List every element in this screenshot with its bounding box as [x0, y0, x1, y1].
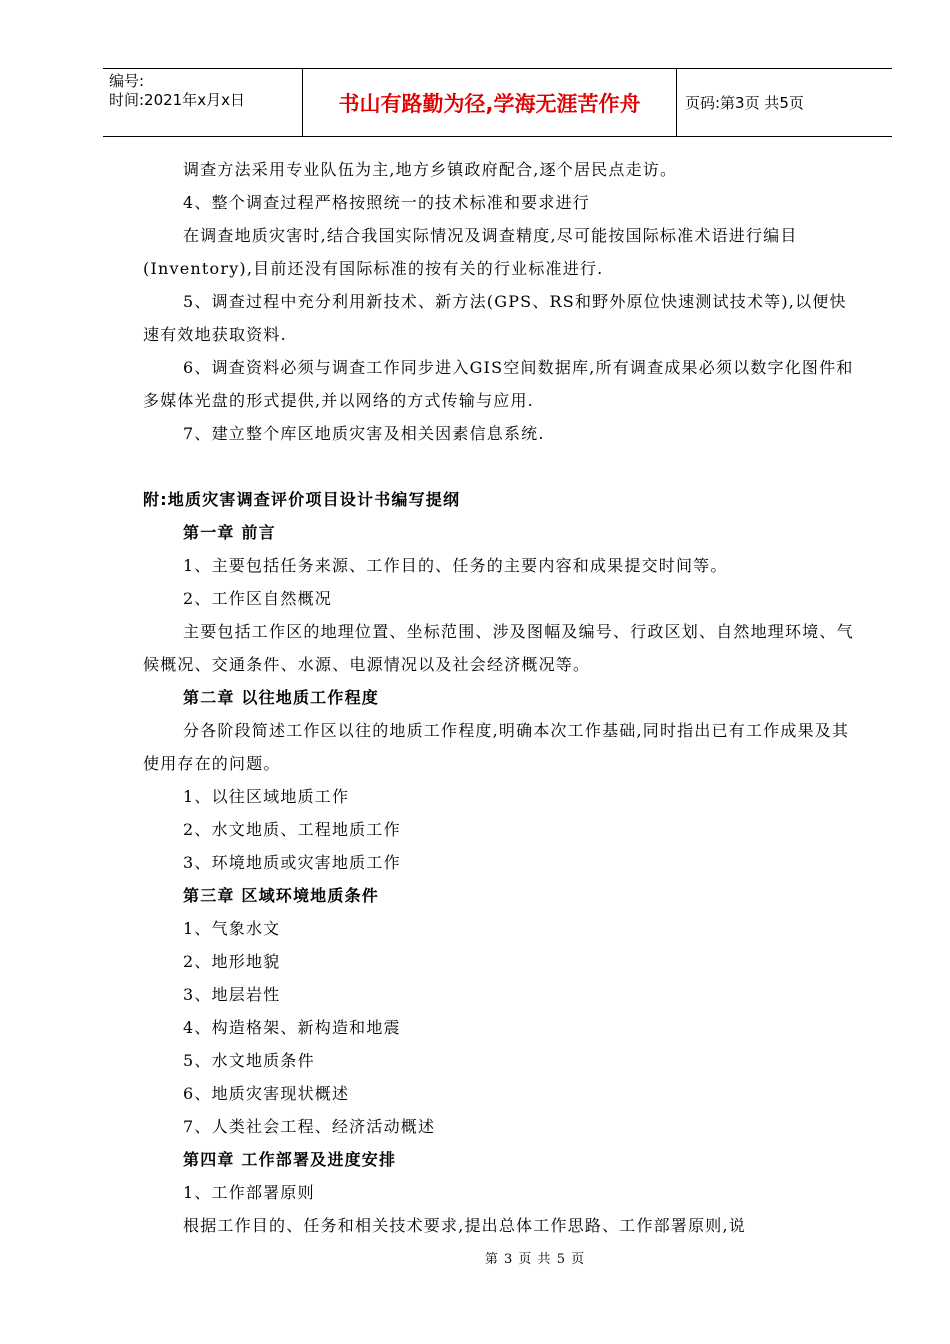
appendix-title: 附:地质灾害调查评价项目设计书编写提纲: [143, 490, 461, 509]
list-item: 1、气象水文: [183, 919, 281, 938]
header-meta: [103, 69, 303, 136]
list-item: 1、以往区域地质工作: [183, 787, 350, 806]
paragraph: 分各阶段简述工作区以往的地质工作程度,明确本次工作基础,同时指出已有工作成果及其使用存在的问题。: [143, 721, 850, 773]
list-item: 7、人类社会工程、经济活动概述: [183, 1117, 436, 1136]
paragraph: 7、建立整个库区地质灾害及相关因素信息系统.: [183, 424, 545, 443]
paragraph: 6、调查资料必须与调查工作同步进入GIS空间数据库,所有调查成果必须以数字化图件和多媒体光盘的形式提供,并以网络的方式传输与应用.: [143, 358, 854, 410]
time-label: 时间:2021年x月x日: [109, 91, 245, 109]
chapter-heading: 第三章 区域环境地质条件: [183, 886, 379, 905]
list-item: 3、环境地质或灾害地质工作: [183, 853, 401, 872]
paragraph: 根据工作目的、任务和相关技术要求,提出总体工作思路、工作部署原则,说: [183, 1216, 746, 1235]
paragraph: 4、整个调查过程严格按照统一的技术标准和要求进行: [183, 193, 590, 212]
header-page-label: 页码:第3页 共5页: [685, 94, 804, 112]
page-footer: 第 3 页 共 5 页: [484, 1252, 586, 1267]
document-body: [143, 153, 855, 1242]
list-item: 1、工作部署原则: [183, 1183, 315, 1202]
list-item: 2、水文地质、工程地质工作: [183, 820, 401, 839]
paragraph: 5、调查过程中充分利用新技术、新方法(GPS、RS和野外原位快速测试技术等),以便快速有效地获取资料.: [143, 292, 847, 344]
paragraph: 1、主要包括任务来源、工作目的、任务的主要内容和成果提交时间等。: [183, 556, 728, 575]
paragraph: 2、工作区自然概况: [183, 589, 332, 608]
list-item: 3、地层岩性: [183, 985, 281, 1004]
list-item: 2、地形地貌: [183, 952, 281, 971]
header-motto: 书山有路勤为径,学海无涯苦作舟: [303, 69, 677, 136]
chapter-heading: 第四章 工作部署及进度安排: [183, 1150, 397, 1169]
list-item: 5、水文地质条件: [183, 1051, 315, 1070]
chapter-heading: 第一章 前言: [183, 523, 276, 542]
chapter-heading: 第二章 以往地质工作程度: [183, 688, 379, 707]
list-item: 6、地质灾害现状概述: [183, 1084, 350, 1103]
paragraph: 主要包括工作区的地理位置、坐标范围、涉及图幅及编号、行政区划、自然地理环境、气候概况、交通条件、水源、电源情况以及社会经济概况等。: [143, 622, 854, 674]
list-item: 4、构造格架、新构造和地震: [183, 1018, 401, 1037]
page-header: [103, 68, 892, 137]
paragraph: 调查方法采用专业队伍为主,地方乡镇政府配合,逐个居民点走访。: [183, 160, 678, 179]
paragraph: 在调查地质灾害时,结合我国实际情况及调查精度,尽可能按国际标准术语进行编目(Inventory),目前还没有国际标准的按有关的行业标准进行.: [143, 226, 798, 278]
code-label: 编号:: [109, 72, 145, 90]
